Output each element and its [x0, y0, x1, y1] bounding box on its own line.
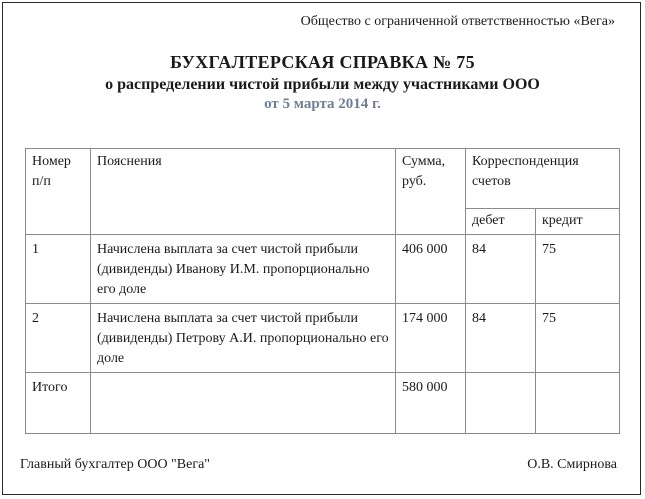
- table-total-row: [26, 373, 620, 434]
- row-credit: 75: [536, 304, 620, 373]
- column-header-credit: кредит: [536, 209, 620, 235]
- organization-name: Общество с ограниченной ответственностью «Вега»: [300, 14, 615, 29]
- row-amount: 174 000: [396, 304, 466, 373]
- document-title: БУХГАЛТЕРСКАЯ СПРАВКА № 75: [170, 52, 475, 72]
- table-row: [26, 304, 620, 373]
- total-label: Итого: [26, 373, 91, 434]
- row-number: 1: [26, 235, 91, 304]
- row-debit: 84: [466, 304, 536, 373]
- document-date: от 5 марта 2014 г.: [264, 96, 381, 112]
- column-header-amount: Сумма, руб.: [396, 149, 466, 235]
- column-header-debit: дебет: [466, 209, 536, 235]
- signatory-name: О.В. Смирнова: [527, 457, 617, 472]
- total-description-empty: [91, 373, 396, 434]
- document-subtitle: о распределении чистой прибыли между участниками ООО: [105, 76, 540, 93]
- table-header-row: [26, 149, 620, 209]
- row-description: Начислена выплата за счет чистой прибыли (дивиденды) Петрову А.И. пропорционально его доле: [91, 304, 396, 373]
- row-description: Начислена выплата за счет чистой прибыли (дивиденды) Иванову И.М. пропорционально его доле: [91, 235, 396, 304]
- row-amount: 406 000: [396, 235, 466, 304]
- total-debit-empty: [466, 373, 536, 434]
- column-header-description: Пояснения: [91, 149, 396, 235]
- column-header-correspondence: Корреспонденция счетов: [466, 149, 620, 209]
- table-row: [26, 235, 620, 304]
- total-amount: 580 000: [396, 373, 466, 434]
- row-number: 2: [26, 304, 91, 373]
- total-credit-empty: [536, 373, 620, 434]
- signatory-position: Главный бухгалтер ООО "Вега": [20, 457, 210, 472]
- column-header-number: Номер п/п: [26, 149, 91, 235]
- row-credit: 75: [536, 235, 620, 304]
- accounting-table: [25, 148, 620, 434]
- row-debit: 84: [466, 235, 536, 304]
